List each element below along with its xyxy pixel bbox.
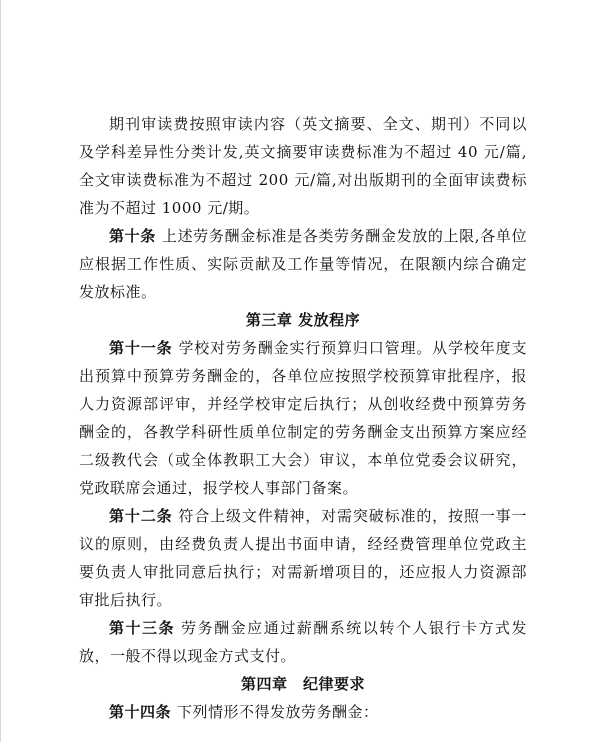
article-13-label: 第十三条: [109, 619, 176, 637]
article-10-label: 第十条: [109, 227, 156, 245]
article-13-text: 劳务酬金应通过薪酬系统以转个人银行卡方式发放，一般不得以现金方式支付。: [79, 619, 527, 665]
article-12: [79, 502, 527, 614]
article-11: [79, 334, 527, 502]
article-12-label: 第十二条: [109, 507, 173, 525]
paragraph-journal-review-fee: 期刊审读费按照审读内容（英文摘要、全文、期刊）不同以及学科差异性分类计发,英文摘要审读费标准为不超过 40 元/篇,全文审读费标准为不超过 200 元/篇,对出版期刊的全面审读费标准为不超过 1000 元/期。: [79, 115, 527, 217]
article-14: [79, 698, 527, 726]
page-left-edge: [0, 0, 1, 742]
article-10: [79, 222, 527, 306]
article-14-text: 下列情形不得发放劳务酬金：: [177, 703, 379, 721]
article-10-text: 上述劳务酬金标准是各类劳务酬金发放的上限,各单位应根据工作性质、实际贡献及工作量等情况，在限额内综合确定发放标准。: [79, 227, 527, 301]
chapter-3-heading: 第三章 发放程序: [245, 311, 361, 329]
document-body: [79, 110, 527, 726]
chapter-4-heading: 第四章 纪律要求: [240, 675, 365, 693]
article-14-label: 第十四条: [109, 703, 172, 721]
article-11-label: 第十一条: [109, 339, 173, 357]
article-13: [79, 614, 527, 670]
article-12-text: 符合上级文件精神，对需突破标准的，按照一事一议的原则，由经费负责人提出书面申请，经经费管理单位党政主要负责人审批同意后执行；对需新增项目的，还应报人力资源部审批后执行。: [79, 507, 527, 609]
article-11-text: 学校对劳务酬金实行预算归口管理。从学校年度支出预算中预算劳务酬金的，各单位应按照学校预算审批程序，报人力资源部评审，并经学校审定后执行；从创收经费中预算劳务酬金的，各教学科研性质单位制定的劳务酬金支出预算方案应经二级教代会（或全体教职工大会）审议，本单位党委会议研究，党政联席会通过，报学校人事部门备案。: [79, 339, 527, 497]
